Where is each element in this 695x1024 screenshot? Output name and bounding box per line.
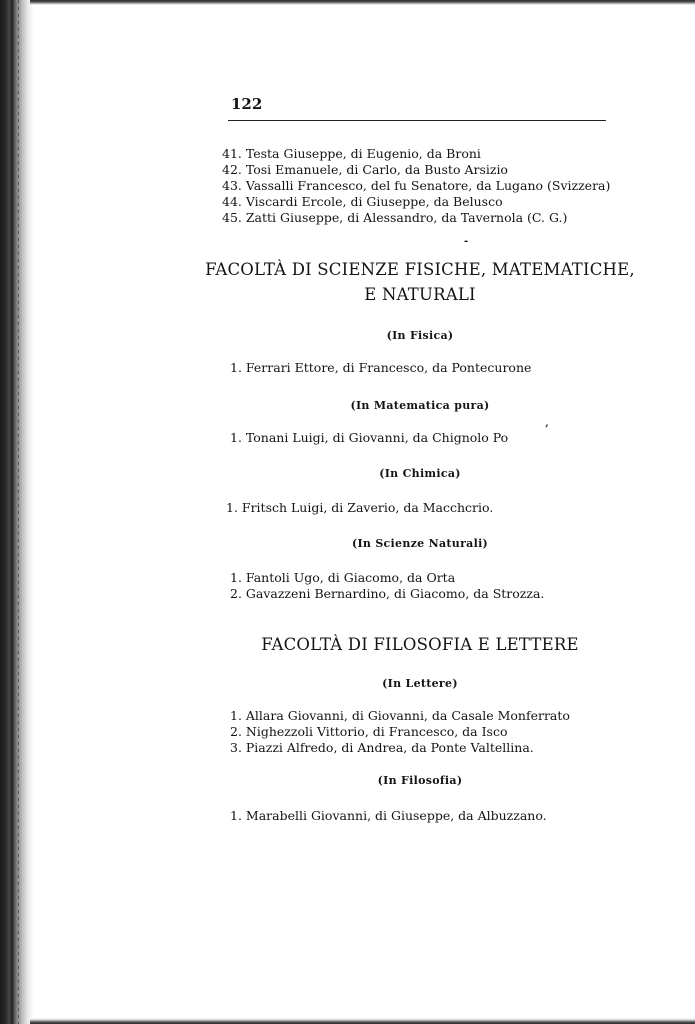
heading-matematica: (In Matematica pura) [350, 399, 490, 412]
list-item: 43. Vassalli Francesco, del fu Senatore, da Lugano (Svizzera) [222, 178, 611, 193]
bottom-edge [30, 1018, 695, 1024]
list-item: 2. Nighezzoli Vittorio, di Francesco, da Isco [230, 724, 508, 739]
lettere-list [230, 708, 570, 756]
fisica-list [230, 360, 531, 376]
heading-filosofia: (In Filosofia) [377, 774, 463, 787]
top-edge [30, 0, 695, 5]
faculty-sciences-title-line1: FACOLTÀ DI SCIENZE FISICHE, MATEMATICHE, [205, 260, 635, 279]
list-item: 1. Ferrari Ettore, di Francesco, da Pontecurone [230, 360, 532, 375]
list-item: 3. Piazzi Alfredo, di Andrea, da Ponte Valtellina. [230, 740, 534, 755]
faculty-letters-title: FACOLTÀ DI FILOSOFIA E LETTERE [261, 635, 579, 654]
header-rule [228, 120, 606, 121]
previous-entries-list [222, 146, 610, 226]
list-item: 2. Gavazzeni Bernardino, di Giacomo, da Strozza. [230, 586, 545, 601]
list-item: 44. Viscardi Ercole, di Giuseppe, da Belusco [222, 194, 503, 209]
filosofia-list [230, 808, 547, 824]
naturali-list [230, 570, 544, 602]
list-item: 42. Tosi Emanuele, di Carlo, da Busto Arsizio [222, 162, 508, 177]
heading-fisica: (In Fisica) [386, 329, 454, 342]
faculty-sciences-title-line2: E NATURALI [364, 285, 476, 304]
list-item: 1. Marabelli Giovanni, di Giuseppe, da Albuzzano. [230, 808, 547, 823]
list-item: 1. Fritsch Luigi, di Zaverio, da Macchcrio. [226, 500, 494, 515]
list-item: 41. Testa Giuseppe, di Eugenio, da Broni [222, 146, 481, 161]
list-item: 1. Fantoli Ugo, di Giacomo, da Orta [230, 570, 456, 585]
list-item: 1. Allara Giovanni, di Giovanni, da Casale Monferrato [230, 708, 570, 723]
list-item: 1. Tonani Luigi, di Giovanni, da Chignolo Po [230, 430, 509, 445]
stray-mark: - [464, 236, 469, 247]
heading-chimica: (In Chimica) [379, 467, 461, 480]
stray-mark: ’ [545, 424, 549, 435]
heading-lettere: (In Lettere) [382, 677, 458, 690]
page-binding-edge [0, 0, 34, 1024]
heading-scienze-naturali: (In Scienze Naturali) [351, 537, 489, 550]
matematica-list [230, 430, 508, 446]
page-number: 122 [231, 95, 263, 113]
chimica-list [226, 500, 493, 516]
list-item: 45. Zatti Giuseppe, di Alessandro, da Tavernola (C. G.) [222, 210, 568, 225]
